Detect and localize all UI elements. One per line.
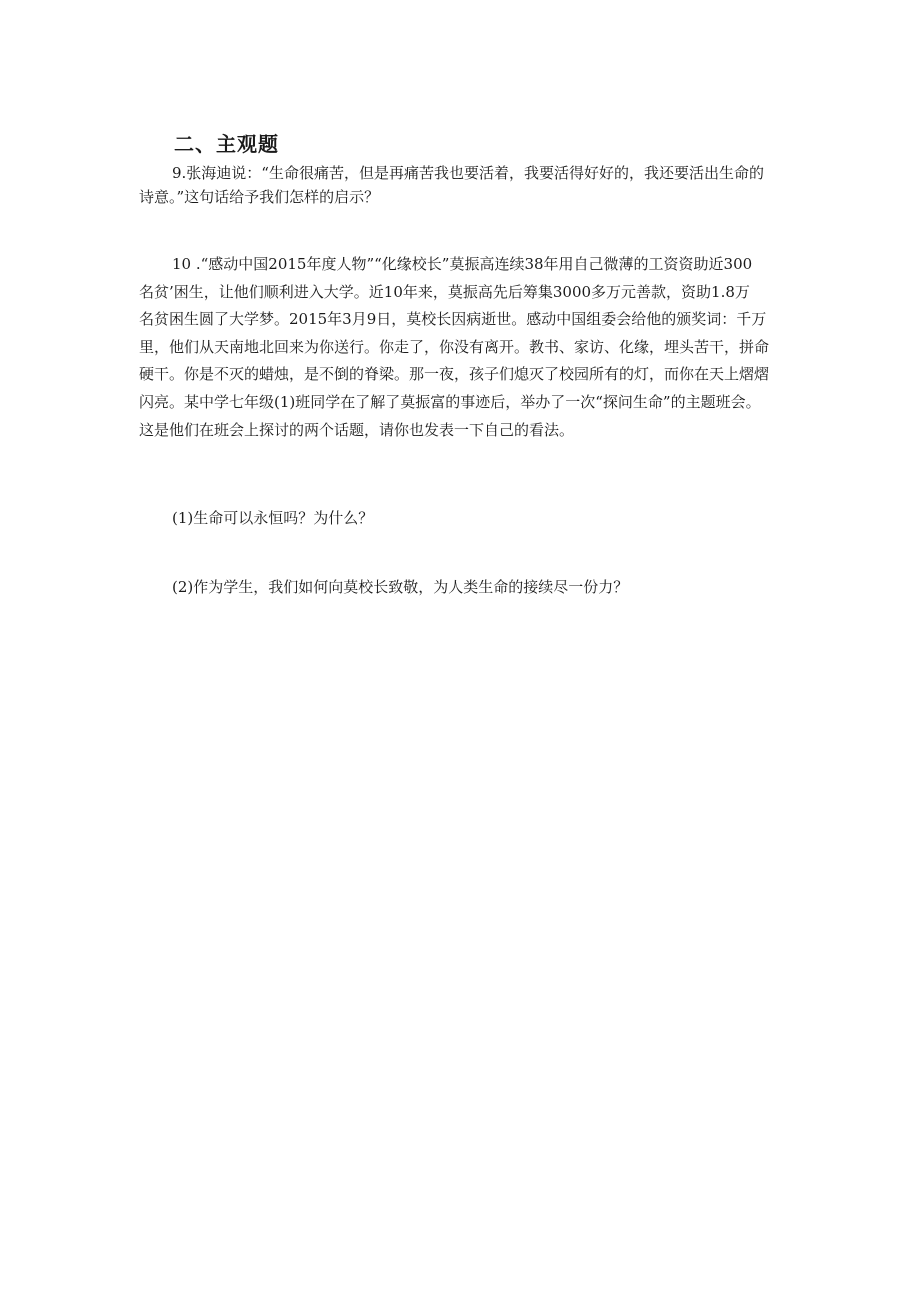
- question-9: [139, 161, 789, 209]
- question-10-line: 闪亮。某中学七年级(1)班同学在了解了莫振富的事迹后，举办了一次“探问生命”的主题班会。: [139, 392, 761, 411]
- question-10-line: 这是他们在班会上探讨的两个话题，请你也发表一下自己的看法。: [139, 420, 575, 439]
- question-10-line: 里，他们从天南地北回来为你送行。你走了，你没有离开。教书、家访、化缘，埋头苦干，拼命: [139, 337, 770, 356]
- question-10: [139, 251, 795, 444]
- question-10-sub-1: (1)生命可以永恒吗？为什么？: [172, 509, 374, 527]
- section-title: 二、主观题: [174, 132, 279, 156]
- question-10-line: 10 .“感动中国2015年度人物”“化缘校长”莫振高连续38年用自己微薄的工资资助近300: [172, 255, 753, 273]
- question-9-line: 9.张海迪说：“生命很痛苦，但是再痛苦我也要活着，我要活得好好的，我还要活出生命的: [172, 164, 764, 182]
- question-10-line: 名贫困生圆了大学梦。2015年3月9日，莫校长因病逝世。感动中国组委会给他的颁奖词：千万: [139, 310, 767, 329]
- question-10-line: 名贫’困生，让他们顺利进入大学。近10年来，莫振高先后筹集3000多万元善款，资助1.8万: [139, 282, 750, 301]
- question-9-line: 诗意。”这句话给予我们怎样的启示？: [139, 188, 380, 206]
- question-10-line: 硬干。你是不灭的蜡烛，是不倒的脊梁。那一夜，孩子们熄灭了校园所有的灯，而你在天上熠熠: [139, 365, 770, 384]
- question-10-sub-2: (2)作为学生，我们如何向莫校长致敬，为人类生命的接续尽一份力？: [172, 578, 629, 596]
